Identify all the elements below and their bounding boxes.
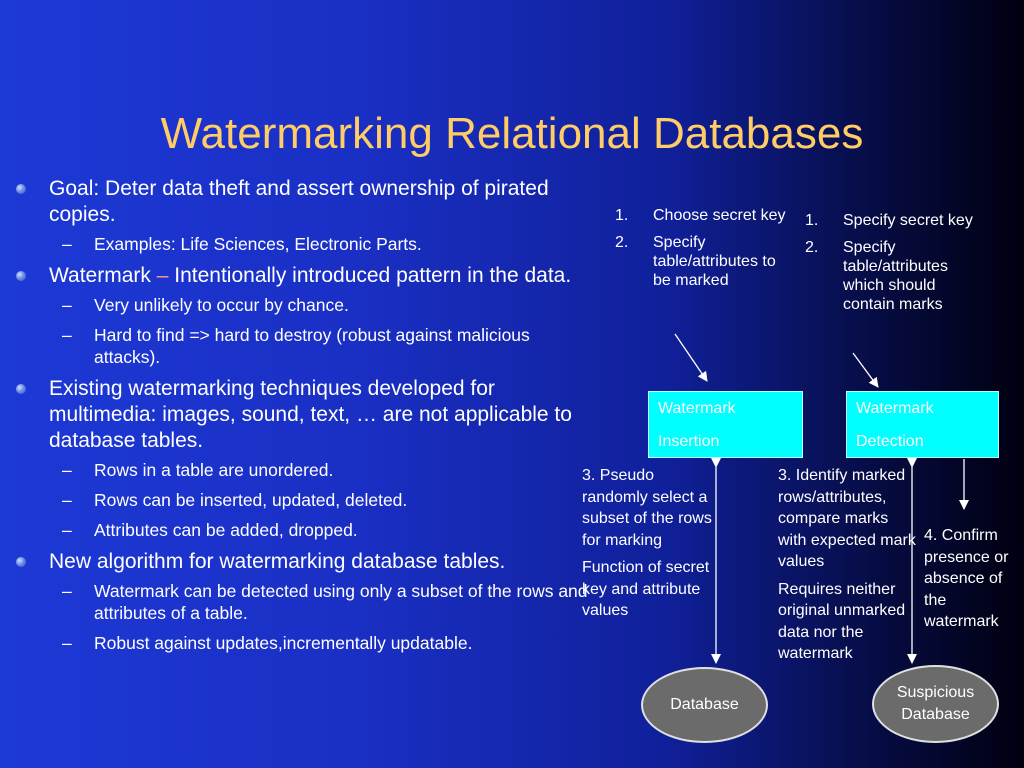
note-paragraph: 4. Confirm presence or absence of the watermark: [924, 527, 1009, 630]
bullet-text: Existing watermarking techniques developed for multimedia: images, sound, text, … are not applicable to database tables.: [49, 377, 572, 452]
sub-bullet-text: Rows can be inserted, updated, deleted.: [94, 490, 408, 510]
dash-icon: –: [62, 295, 72, 315]
dash-icon: –: [62, 581, 72, 601]
bullet-text: Intentionally introduced pattern in the data.: [168, 264, 572, 287]
step-number: 1.: [805, 212, 819, 229]
box-label-line: Detection: [856, 433, 924, 450]
database-oval: [641, 667, 768, 743]
suspicious-database-label: Suspicious Database: [896, 684, 975, 723]
note-paragraph: Function of secret key and attribute values: [582, 559, 710, 619]
sub-bullet-text: Watermark can be detected using only a subset of the rows and attributes of a table.: [94, 581, 588, 623]
note-paragraph: Requires neither original unmarked data nor the watermark: [778, 580, 906, 662]
note-paragraph: 3. Identify marked rows/attributes, compare marks with expected mark values: [778, 467, 916, 570]
dash-icon: –: [62, 520, 72, 540]
dash-icon: –: [62, 325, 72, 345]
bullet-accent-dash: –: [156, 264, 169, 287]
step-text: Choose secret key: [653, 207, 786, 224]
step-number: 2.: [615, 234, 629, 251]
sub-bullet-text: Attributes can be added, dropped.: [94, 520, 358, 540]
sub-bullet-text: Hard to find => hard to destroy (robust against malicious attacks).: [94, 325, 530, 367]
sub-bullet-text: Very unlikely to occur by chance.: [94, 295, 349, 315]
arrow-to-insertion: [675, 334, 707, 381]
box-label-line: Watermark: [856, 400, 934, 417]
dash-icon: –: [62, 460, 72, 480]
step-number: 1.: [615, 207, 629, 224]
step-text: Specify secret key: [843, 212, 973, 229]
dash-icon: –: [62, 490, 72, 510]
database-label: Database: [670, 696, 739, 713]
dash-icon: –: [62, 633, 72, 653]
arrow-to-detection: [853, 353, 878, 387]
step-number: 2.: [805, 239, 819, 256]
sub-bullet-text: Rows in a table are unordered.: [94, 460, 334, 480]
dash-icon: –: [62, 234, 72, 254]
bullet-text: New algorithm for watermarking database tables.: [49, 550, 506, 573]
sub-bullet-text: Robust against updates,incrementally updatable.: [94, 633, 473, 653]
sub-bullet-text: Examples: Life Sciences, Electronic Parts.: [94, 234, 422, 254]
step-text: Specify table/attributes to be marked: [653, 234, 776, 289]
note-paragraph: 3. Pseudo randomly select a subset of the rows for marking: [582, 467, 712, 549]
suspicious-database-oval: [872, 665, 999, 743]
step-text: Specify table/attributes which should contain marks: [843, 239, 948, 313]
box-label-line: Insertion: [658, 433, 720, 450]
bullet-text: Watermark: [49, 264, 157, 287]
slide-title: Watermarking Relational Databases: [160, 109, 864, 158]
bullet-text: Goal: Deter data theft and assert ownership of pirated copies.: [49, 177, 549, 226]
box-label-line: Watermark: [658, 400, 736, 417]
